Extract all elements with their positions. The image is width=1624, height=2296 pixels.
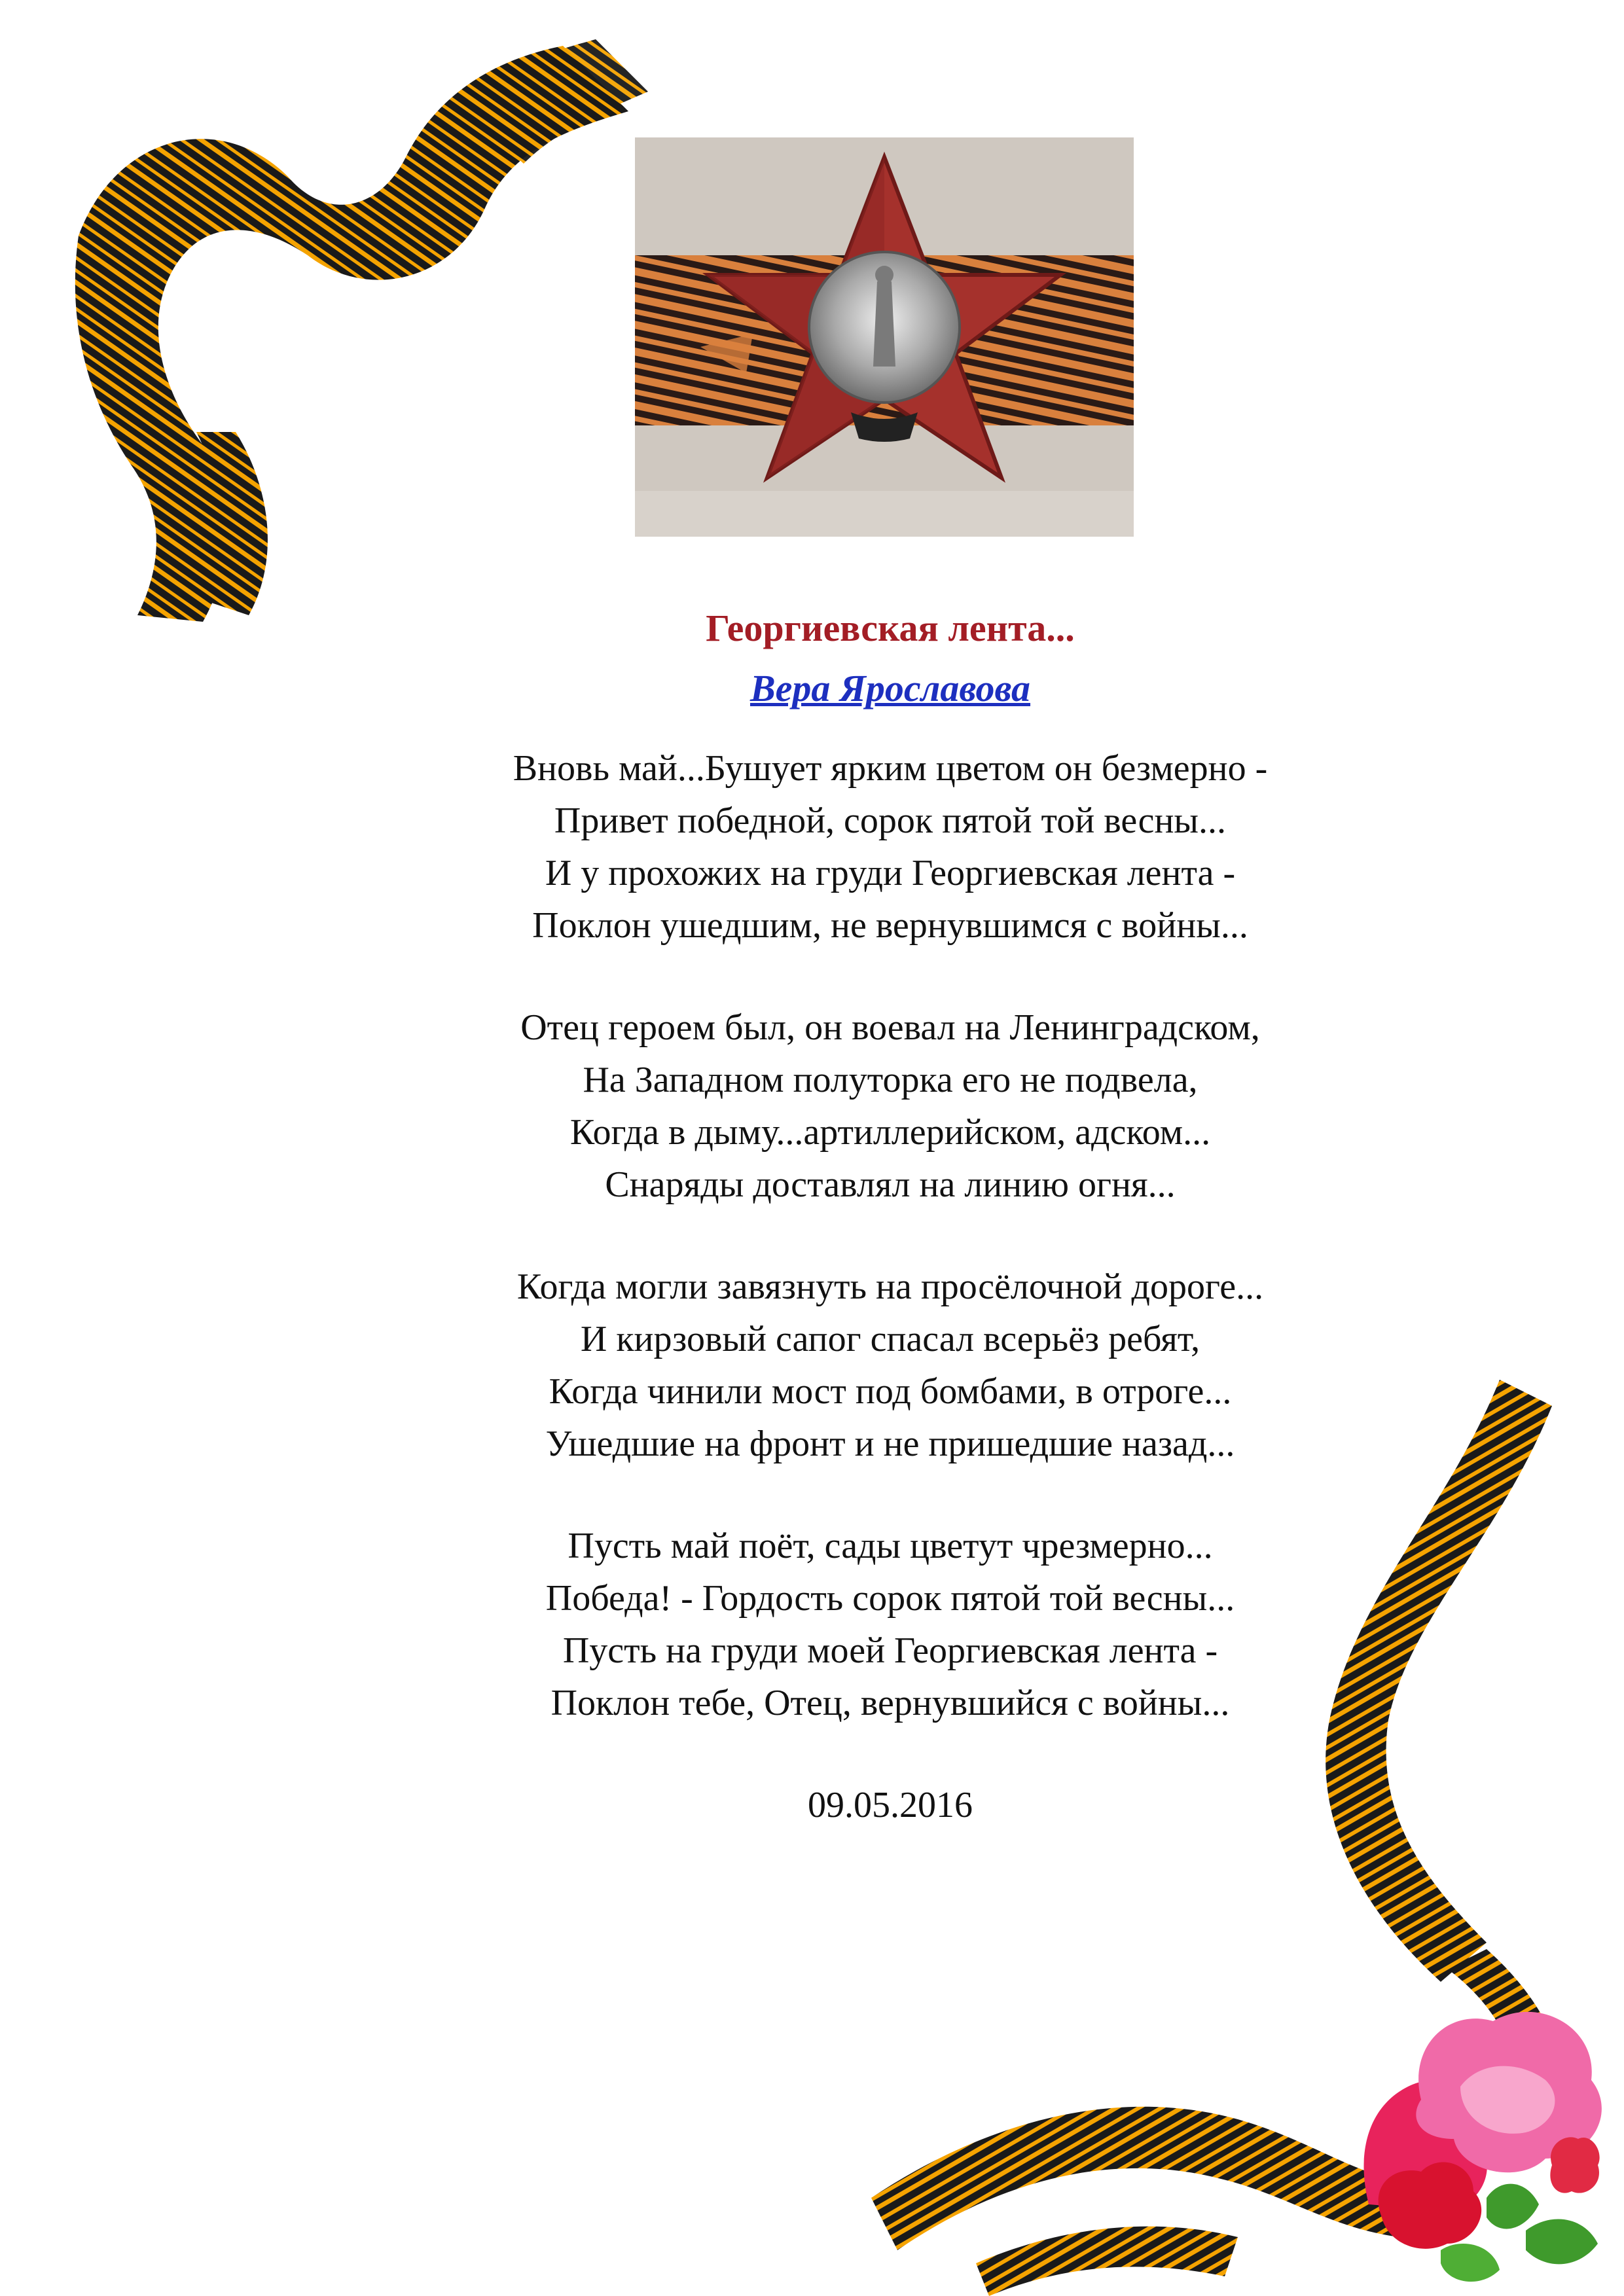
st-george-ribbon-bottom-right — [871, 1380, 1624, 2296]
poem-line: Пусть май поёт, сады цветут чрезмерно... — [568, 1526, 1213, 1566]
poem-line: Снаряды доставлял на линию огня... — [605, 1164, 1176, 1205]
poem-title: Георгиевская лента... — [706, 607, 1075, 649]
poem-line: Поклон ушедшим, не вернувшимся с войны... — [532, 905, 1248, 946]
author-link[interactable]: Вера Ярославова — [749, 667, 1031, 709]
poem-line: И у прохожих на груди Георгиевская лента - — [545, 853, 1236, 893]
poem-line: Вновь май...Бушует ярким цветом он безмерно - — [513, 748, 1268, 789]
poem-line: Поклон тебе, Отец, вернувшийся с войны... — [550, 1683, 1230, 1723]
medal-photo — [635, 137, 1134, 537]
poem-line: Отец героем был, он воевал на Ленинградском, — [520, 1007, 1260, 1048]
poem-date: 09.05.2016 — [808, 1785, 973, 1825]
poem-line: Когда в дыму...артиллерийском, адском... — [569, 1112, 1211, 1153]
poem-line: И кирзовый сапог спасал всерьёз ребят, — [580, 1319, 1200, 1359]
poem-line: На Западном полуторка его не подвела, — [583, 1060, 1198, 1100]
poem-line: Победа! - Гордость сорок пятой той весны... — [545, 1578, 1235, 1619]
poem-stanza — [262, 742, 1519, 952]
poem-line: Привет победной, сорок пятой той весны... — [554, 800, 1227, 841]
poem-line: Когда могли завязнуть на просёлочной дороге... — [516, 1266, 1264, 1307]
poem-stanza — [262, 1001, 1519, 1211]
st-george-ribbon-top-left — [39, 26, 694, 681]
poem-line: Ушедшие на фронт и не пришедшие назад... — [545, 1424, 1235, 1464]
poem-line: Пусть на груди моей Георгиевская лента - — [562, 1630, 1218, 1671]
carnation-flowers — [1364, 2012, 1602, 2282]
poem-line: Когда чинили мост под бомбами, в отроге... — [549, 1371, 1232, 1412]
